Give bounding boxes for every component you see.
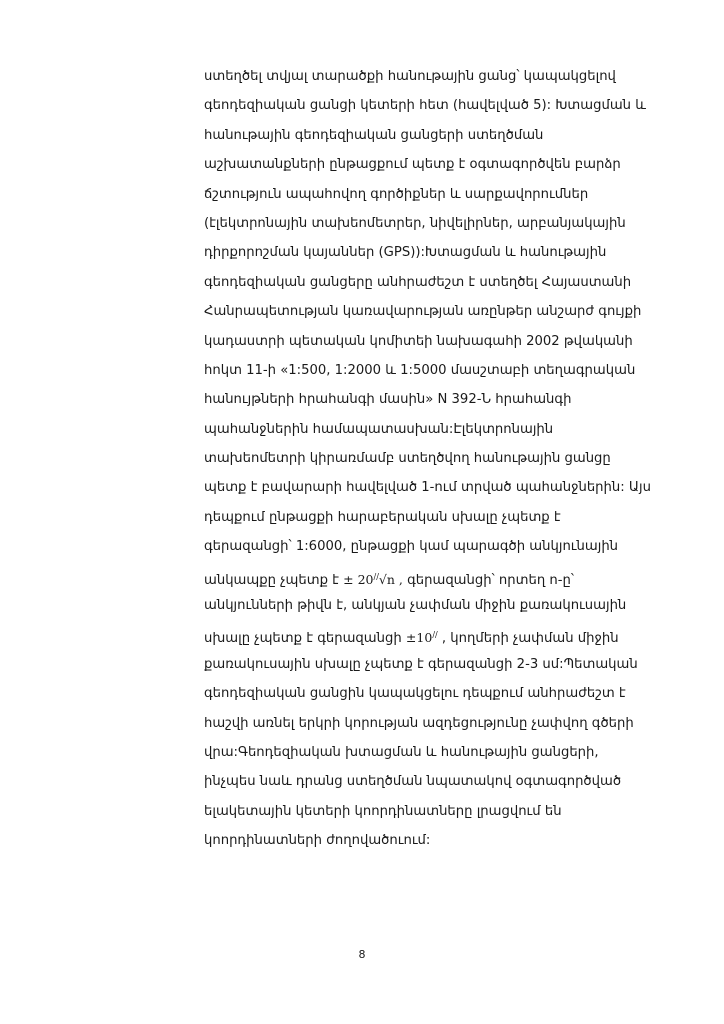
line-prefix: սխալը չպետք է գերազանցի bbox=[204, 631, 406, 647]
text-line: վրա:Գեոդեզիական խտացման և հանութային ցանցերի, bbox=[204, 744, 599, 760]
text-line: գեոդեզիական ցանցի կետերի հետ (հավելված 5): Խտացման և bbox=[204, 98, 646, 114]
text-line: ճշտություն ապահովող գործիքներ և սարքավորումներ bbox=[204, 186, 589, 202]
line-prefix: անկապքը չպետք է bbox=[204, 572, 339, 588]
line-suffix: գերազանցի՝ որտեղ n-ը՝ bbox=[407, 572, 575, 588]
text-line: կոորդինատների ժողովածուում: bbox=[204, 833, 431, 849]
formula-seconds-mark: // bbox=[432, 630, 438, 640]
text-line: (էլեկտրոնային տախեոմետրեր, նիվելիրներ, արբանյակային bbox=[204, 215, 626, 231]
text-line: անկյունների թիվն է, անկյան չափման միջին քառակուսային bbox=[204, 598, 627, 614]
text-line: պահանջներին համապատասխան:Էլեկտրոնային bbox=[204, 421, 554, 437]
text-line: հոկտ 11-ի «1:500, 1:2000 և 1:5000 մասշտաբի տեղագրական bbox=[204, 362, 636, 378]
text-line: հանութային գեոդեզիական ցանցերի ստեղծման bbox=[204, 127, 544, 143]
text-line: ստեղծել տվյալ տարածքի հանութային ցանց՝ կապակցելով bbox=[204, 69, 616, 84]
text-line: հաշվի առնել երկրի կորության ազդեցությունը չափվող գծերի bbox=[204, 715, 634, 731]
text-line: գեոդեզիական ցանցին կապակցելու դեպքում անհրաժեշտ է bbox=[204, 686, 626, 702]
text-line: կադաստրի պետական կոմիտեի նախագահի 2002 թվականի bbox=[204, 333, 633, 349]
text-line: դեպքում ընթացքի հարաբերական սխալը չպետք է bbox=[204, 509, 561, 525]
text-line: գեոդեզիական ցանցերը անհրաժեշտ է ստեղծել Հայաստանի bbox=[204, 274, 632, 290]
text-line: դիրքորոշման կայաններ (GPS)):Խտացման և հանութային bbox=[204, 245, 607, 261]
text-line: Հանրապետության կառավարության առընթեր անշարժ գույքի bbox=[204, 304, 642, 320]
page-number: 8 bbox=[358, 948, 366, 961]
text-line: քառակուսային սխալը չպետք է գերազանցի 2-3 սմ:Պետական bbox=[204, 656, 638, 672]
body-text bbox=[204, 62, 651, 856]
text-line: աշխատանքների ընթացքում պետք է օգտագործվեն բարձր bbox=[204, 157, 621, 173]
text-line: հանույթների հրահանգի մասին» N 392-Ն հրահանգի bbox=[204, 392, 572, 408]
formula-seconds-mark: // bbox=[373, 571, 379, 581]
text-line: տախեոմետրի կիրառմամբ ստեղծվող հանութային ցանցը bbox=[204, 451, 611, 467]
text-line: ելակետային կետերի կոորդինատները լրացվում են bbox=[204, 803, 562, 819]
text-line-with-formula bbox=[204, 562, 644, 591]
angle-measurement-error-formula bbox=[406, 630, 438, 645]
text-line: գերազանցի՝ 1:6000, ընթացքի կամ պարագծի անկյունային bbox=[204, 539, 619, 555]
text-line: պետք է բավարարի հավելված 1-ում տրված պահանջներին: Այս bbox=[204, 480, 651, 496]
text-line: ինչպես նաև դրանց ստեղծման նպատակով օգտագործված bbox=[204, 774, 622, 790]
text-line-with-formula bbox=[204, 620, 644, 649]
formula-coefficient: ± 20 bbox=[343, 571, 374, 587]
angular-error-formula bbox=[343, 572, 403, 587]
line-suffix: , կողմերի չափման միջին bbox=[441, 631, 619, 647]
formula-root: √n , bbox=[378, 571, 403, 587]
formula-coefficient: ±10 bbox=[405, 630, 433, 646]
